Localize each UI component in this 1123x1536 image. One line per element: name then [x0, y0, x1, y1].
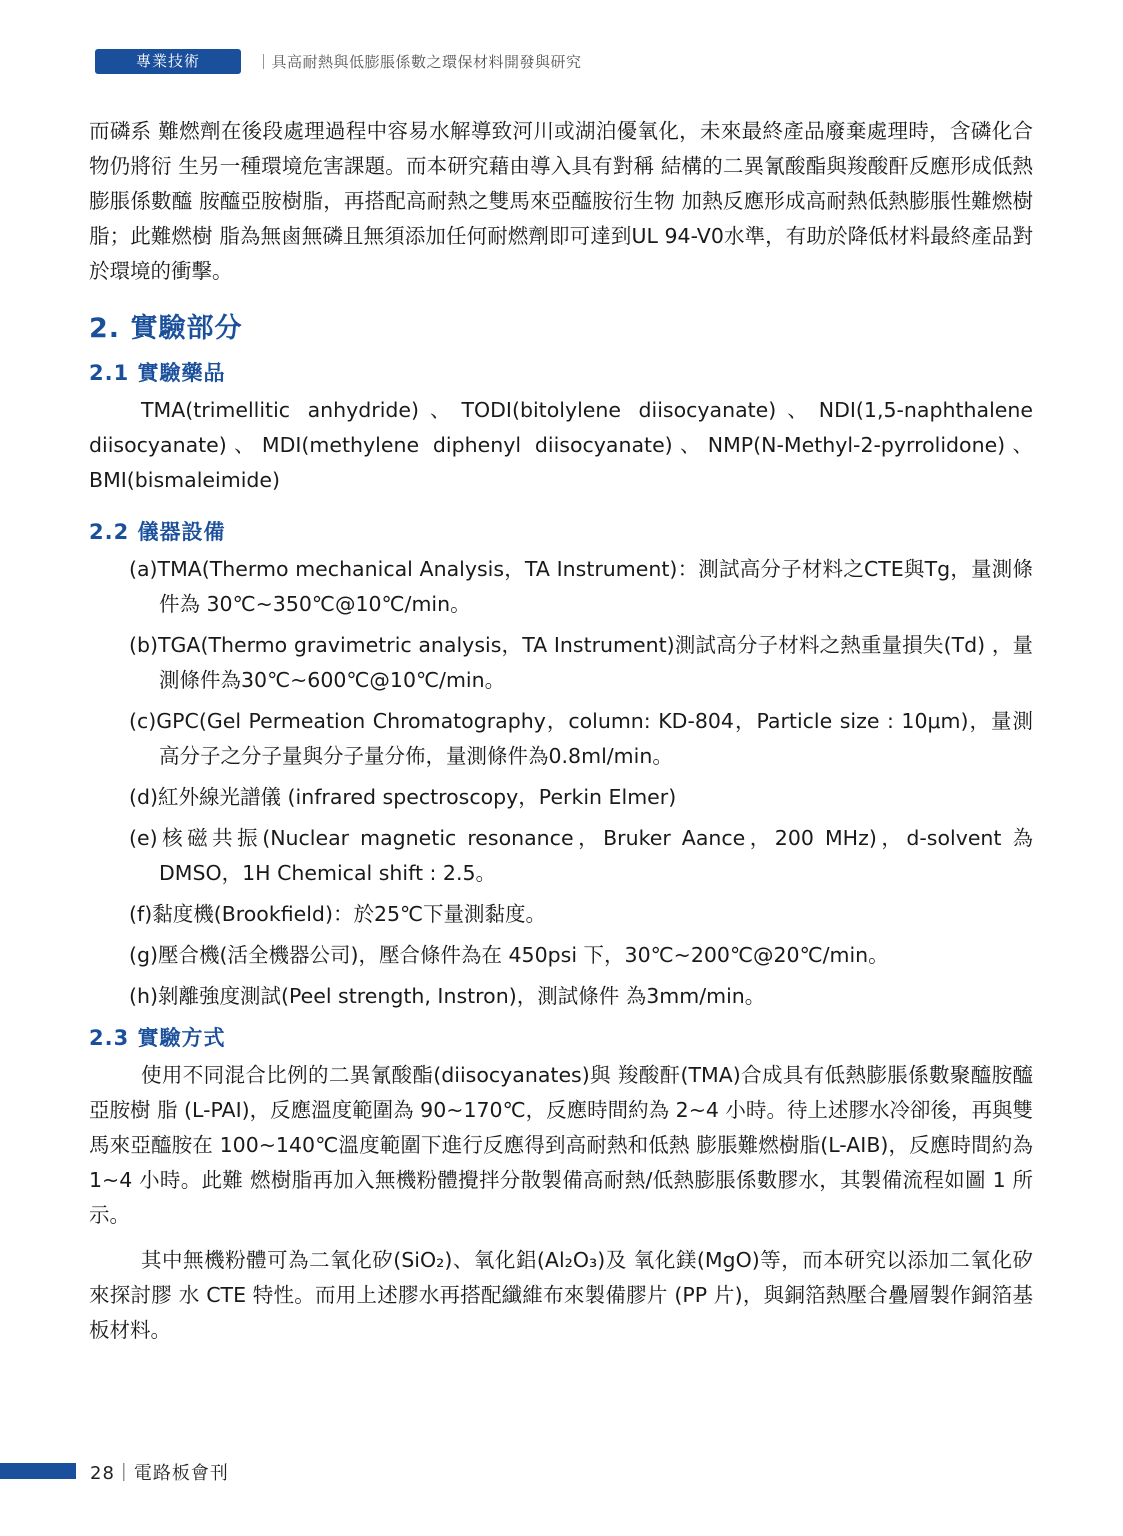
journal-name: 電路板會刊 — [133, 1463, 229, 1484]
article-body — [89, 114, 1033, 1348]
chemicals-paragraph: TMA(trimellitic anhydride)、TODI(bitolylene diisocyanate)、NDI(1,5-naphthalene diisocyanate)、MDI(methylene diphenyl diisocyanate)、NMP(N-Methyl-2-pyrrolidone)、BMI(bismaleimide) — [89, 398, 1033, 492]
equipment-item-h: (h)剝離強度測試(Peel strength, Instron)，測試條件 為3mm/min。 — [129, 984, 766, 1008]
equipment-item-c: (c)GPC(Gel Permeation Chromatography，column: KD-804，Particle size : 10μm)，量測高分子之分子量與分子量分佈，量測條件為0.8ml/min。 — [129, 709, 1033, 768]
section-2-3-heading: 2.3 實驗方式 — [89, 1026, 226, 1050]
page-number: 28 — [90, 1463, 115, 1484]
equipment-item-f: (f)黏度機(Brookfield)：於25℃下量測黏度。 — [129, 902, 547, 926]
section-2-2-heading: 2.2 儀器設備 — [89, 520, 226, 544]
section-tag: 專業技術 — [95, 49, 241, 74]
footer — [90, 1459, 229, 1485]
equipment-item-a: (a)TMA(Thermo mechanical Analysis，TA Instrument)：測試高分子材料之CTE與Tg，量測條件為 30℃~350℃@10℃/min。 — [129, 557, 1033, 616]
method-paragraph-2: 其中無機粉體可為二氧化矽(SiO₂)、氧化鋁(Al₂O₃)及 氧化鎂(MgO)等，而本研究以添加二氧化矽來探討膠 水 CTE 特性。而用上述膠水再搭配纖維布來製備膠片 (PP 片)，與銅箔熱壓合疊層製作銅箔基板材料。 — [89, 1248, 1033, 1342]
footer-separator: ｜ — [114, 1463, 134, 1484]
section-2-heading: 2. 實驗部分 — [89, 313, 243, 344]
footer-accent-bar — [0, 1463, 76, 1479]
intro-paragraph: 而磷系 難燃劑在後段處理過程中容易水解導致河川或湖泊優氧化，未來最終產品廢棄處理時，含磷化合物仍將衍 生另一種環境危害課題。而本研究藉由導入具有對稱 結構的二異氰酸酯與羧酸酐反應形成低熱膨脹係數醯 胺醯亞胺樹脂，再搭配高耐熱之雙馬來亞醯胺衍生物 加熱反應形成高耐熱低熱膨脹性難燃樹脂；此難燃樹 脂為無鹵無磷且無須添加任何耐燃劑即可達到UL 94-V0水準，有助於降低材料最終產品對於環境的衝擊。 — [89, 119, 1033, 283]
equipment-item-e: (e)核磁共振(Nuclear magnetic resonance，Bruker Aance，200 MHz)，d-solvent 為DMSO，1H Chemical shift : 2.5。 — [129, 826, 1033, 885]
section-2-1-heading: 2.1 實驗藥品 — [89, 361, 226, 385]
equipment-item-d: (d)紅外線光譜儀 (infrared spectroscopy，Perkin Elmer) — [129, 785, 677, 809]
method-paragraph-1: 使用不同混合比例的二異氰酸酯(diisocyanates)與 羧酸酐(TMA)合成具有低熱膨脹係數聚醯胺醯亞胺樹 脂 (L-PAI)，反應溫度範圍為 90~170℃，反應時間約為 2~4 小時。待上述膠水冷卻後，再與雙馬來亞醯胺在 100~140℃溫度範圍下進行反應得到高耐熱和低熱 膨脹難燃樹脂(L-AIB)，反應時間約為 1~4 小時。此難 燃樹脂再加入無機粉體攪拌分散製備高耐熱/低熱膨脹係數膠水，其製備流程如圖 1 所示。 — [89, 1063, 1033, 1227]
running-title: ｜具高耐熱與低膨脹係數之環保材料開發與研究 — [256, 53, 582, 71]
equipment-item-g: (g)壓合機(活全機器公司)，壓合條件為在 450psi 下，30℃~200℃@20℃/min。 — [129, 943, 889, 967]
equipment-item-b: (b)TGA(Thermo gravimetric analysis，TA Instrument)測試高分子材料之熱重量損失(Td) ，量測條件為30℃~600℃@10℃/min。 — [129, 633, 1033, 692]
